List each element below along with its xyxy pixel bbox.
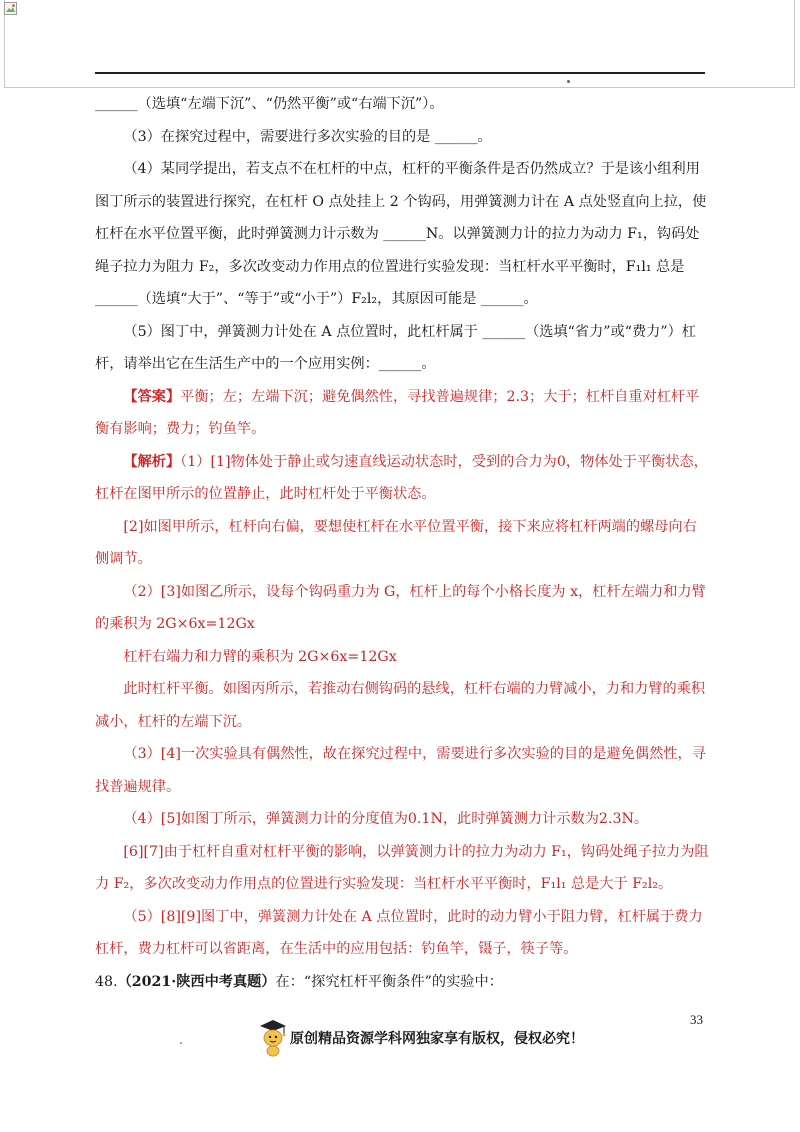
analysis-part-2: [2]如图甲所示，杠杆向右偏，要想使杠杆在水平位置平衡，接下来应将杠杆两端的螺母向右侧调节。	[95, 518, 697, 567]
analysis-part-8: [6][7]由于杠杆自重对杠杆平衡的影响，以弹簧测力计的拉力为动力 F₁，钩码处绳子拉力为阻力 F₂，多次改变动力作用点的位置进行实验发现：当杠杆水平平衡时，F₁l₁ 总是大于 F₂l₂。	[95, 843, 709, 892]
answer-text: 平衡；左；左端下沉；避免偶然性，寻找普遍规律；2.3；大于；杠杆自重对杠杆平衡有影响；费力；钓鱼竿。	[95, 388, 700, 437]
analysis-tag: 【解析】	[123, 453, 181, 470]
document-body	[95, 88, 710, 998]
analysis-part-7: （4）[5]如图丁所示，弹簧测力计的分度值为0.1N，此时弹簧测力计示数为2.3N。	[123, 811, 649, 827]
question-48-number: 48.	[95, 973, 118, 990]
question-3: （3）在探究过程中，需要进行多次实验的目的是 ______。	[123, 128, 492, 145]
broken-image-icon	[4, 2, 17, 15]
analysis-part-9: （5）[8][9]图丁中，弹簧测力计处在 A 点位置时，此时的动力臂小于阻力臂，杠杆属于费力杠杆，费力杠杆可以省距离，在生活中的应用包括：钓鱼竿，镊子，筷子等。	[95, 908, 703, 957]
mascot-icon	[258, 1018, 288, 1058]
answer-tag: 【答案】	[123, 388, 181, 405]
header-rule	[95, 72, 705, 74]
analysis-part-4: 杠杆右端力和力臂的乘积为 2G×6x=12Gx	[123, 648, 397, 665]
analysis-block	[95, 446, 710, 511]
analysis-part-3: （2）[3]如图乙所示，设每个钩码重力为 G，杠杆上的每个小格长度为 x，杠杆左端力和力臂的乘积为 2G×6x=12Gx	[95, 583, 706, 632]
question-48	[95, 966, 710, 999]
copyright-text: 原创精品资源学科网独家享有版权，侵权必究！	[290, 1031, 584, 1047]
analysis-part-1: （1）[1]物体处于静止或匀速直线运动状态时，受到的合力为0，物体处于平衡状态，杠杆在图甲所示的位置静止，此时杠杆处于平衡状态。	[95, 453, 708, 502]
question-line-blank: ______（选填“左端下沉”、“仍然平衡”或“右端下沉”）。	[95, 96, 444, 112]
analysis-part-5: 此时杠杆平衡。如图丙所示，若推动右侧钩码的悬线，杠杆右端的力臂减小，力和力臂的乘积减小，杠杆的左端下沉。	[95, 681, 706, 730]
header-dot	[567, 80, 570, 83]
question-48-text: 在：“探究杠杆平衡条件”的实验中：	[275, 973, 503, 990]
question-4: （4）某同学提出，若支点不在杠杆的中点，杠杆的平衡条件是否仍然成立？于是该小组利用图丁所示的装置进行探究，在杠杆 O 点处挂上 2 个钩码，用弹簧测力计在 A 点处竖直向上拉，使杠杆在水平位置平衡，此时弹簧测力计示数为 ______N。以弹簧测力计的拉力为动力 F₁，钩码处绳子拉力为阻力 F₂，多次改变动力作用点的位置进行实验发现：当杠杆水平平衡时，F₁l₁ 总是 ______（选填“大于”、“等于”或“小于”）F₂l₂，其原因可能是 ______。	[95, 161, 707, 307]
page-number: 33	[690, 1012, 703, 1027]
question-48-source: （2021·陕西中考真题）	[117, 973, 276, 990]
header-frame	[4, 0, 795, 88]
footer-dot	[180, 1042, 182, 1044]
footer	[258, 1018, 584, 1058]
answer-block	[95, 381, 710, 446]
analysis-part-6: （3）[4]一次实验具有偶然性，故在探究过程中，需要进行多次实验的目的是避免偶然性，寻找普遍规律。	[95, 746, 706, 795]
question-5: （5）图丁中，弹簧测力计处在 A 点位置时，此杠杆属于 ______（选填“省力”或“费力”）杠杆，请举出它在生活生产中的一个应用实例：______。	[95, 323, 696, 372]
